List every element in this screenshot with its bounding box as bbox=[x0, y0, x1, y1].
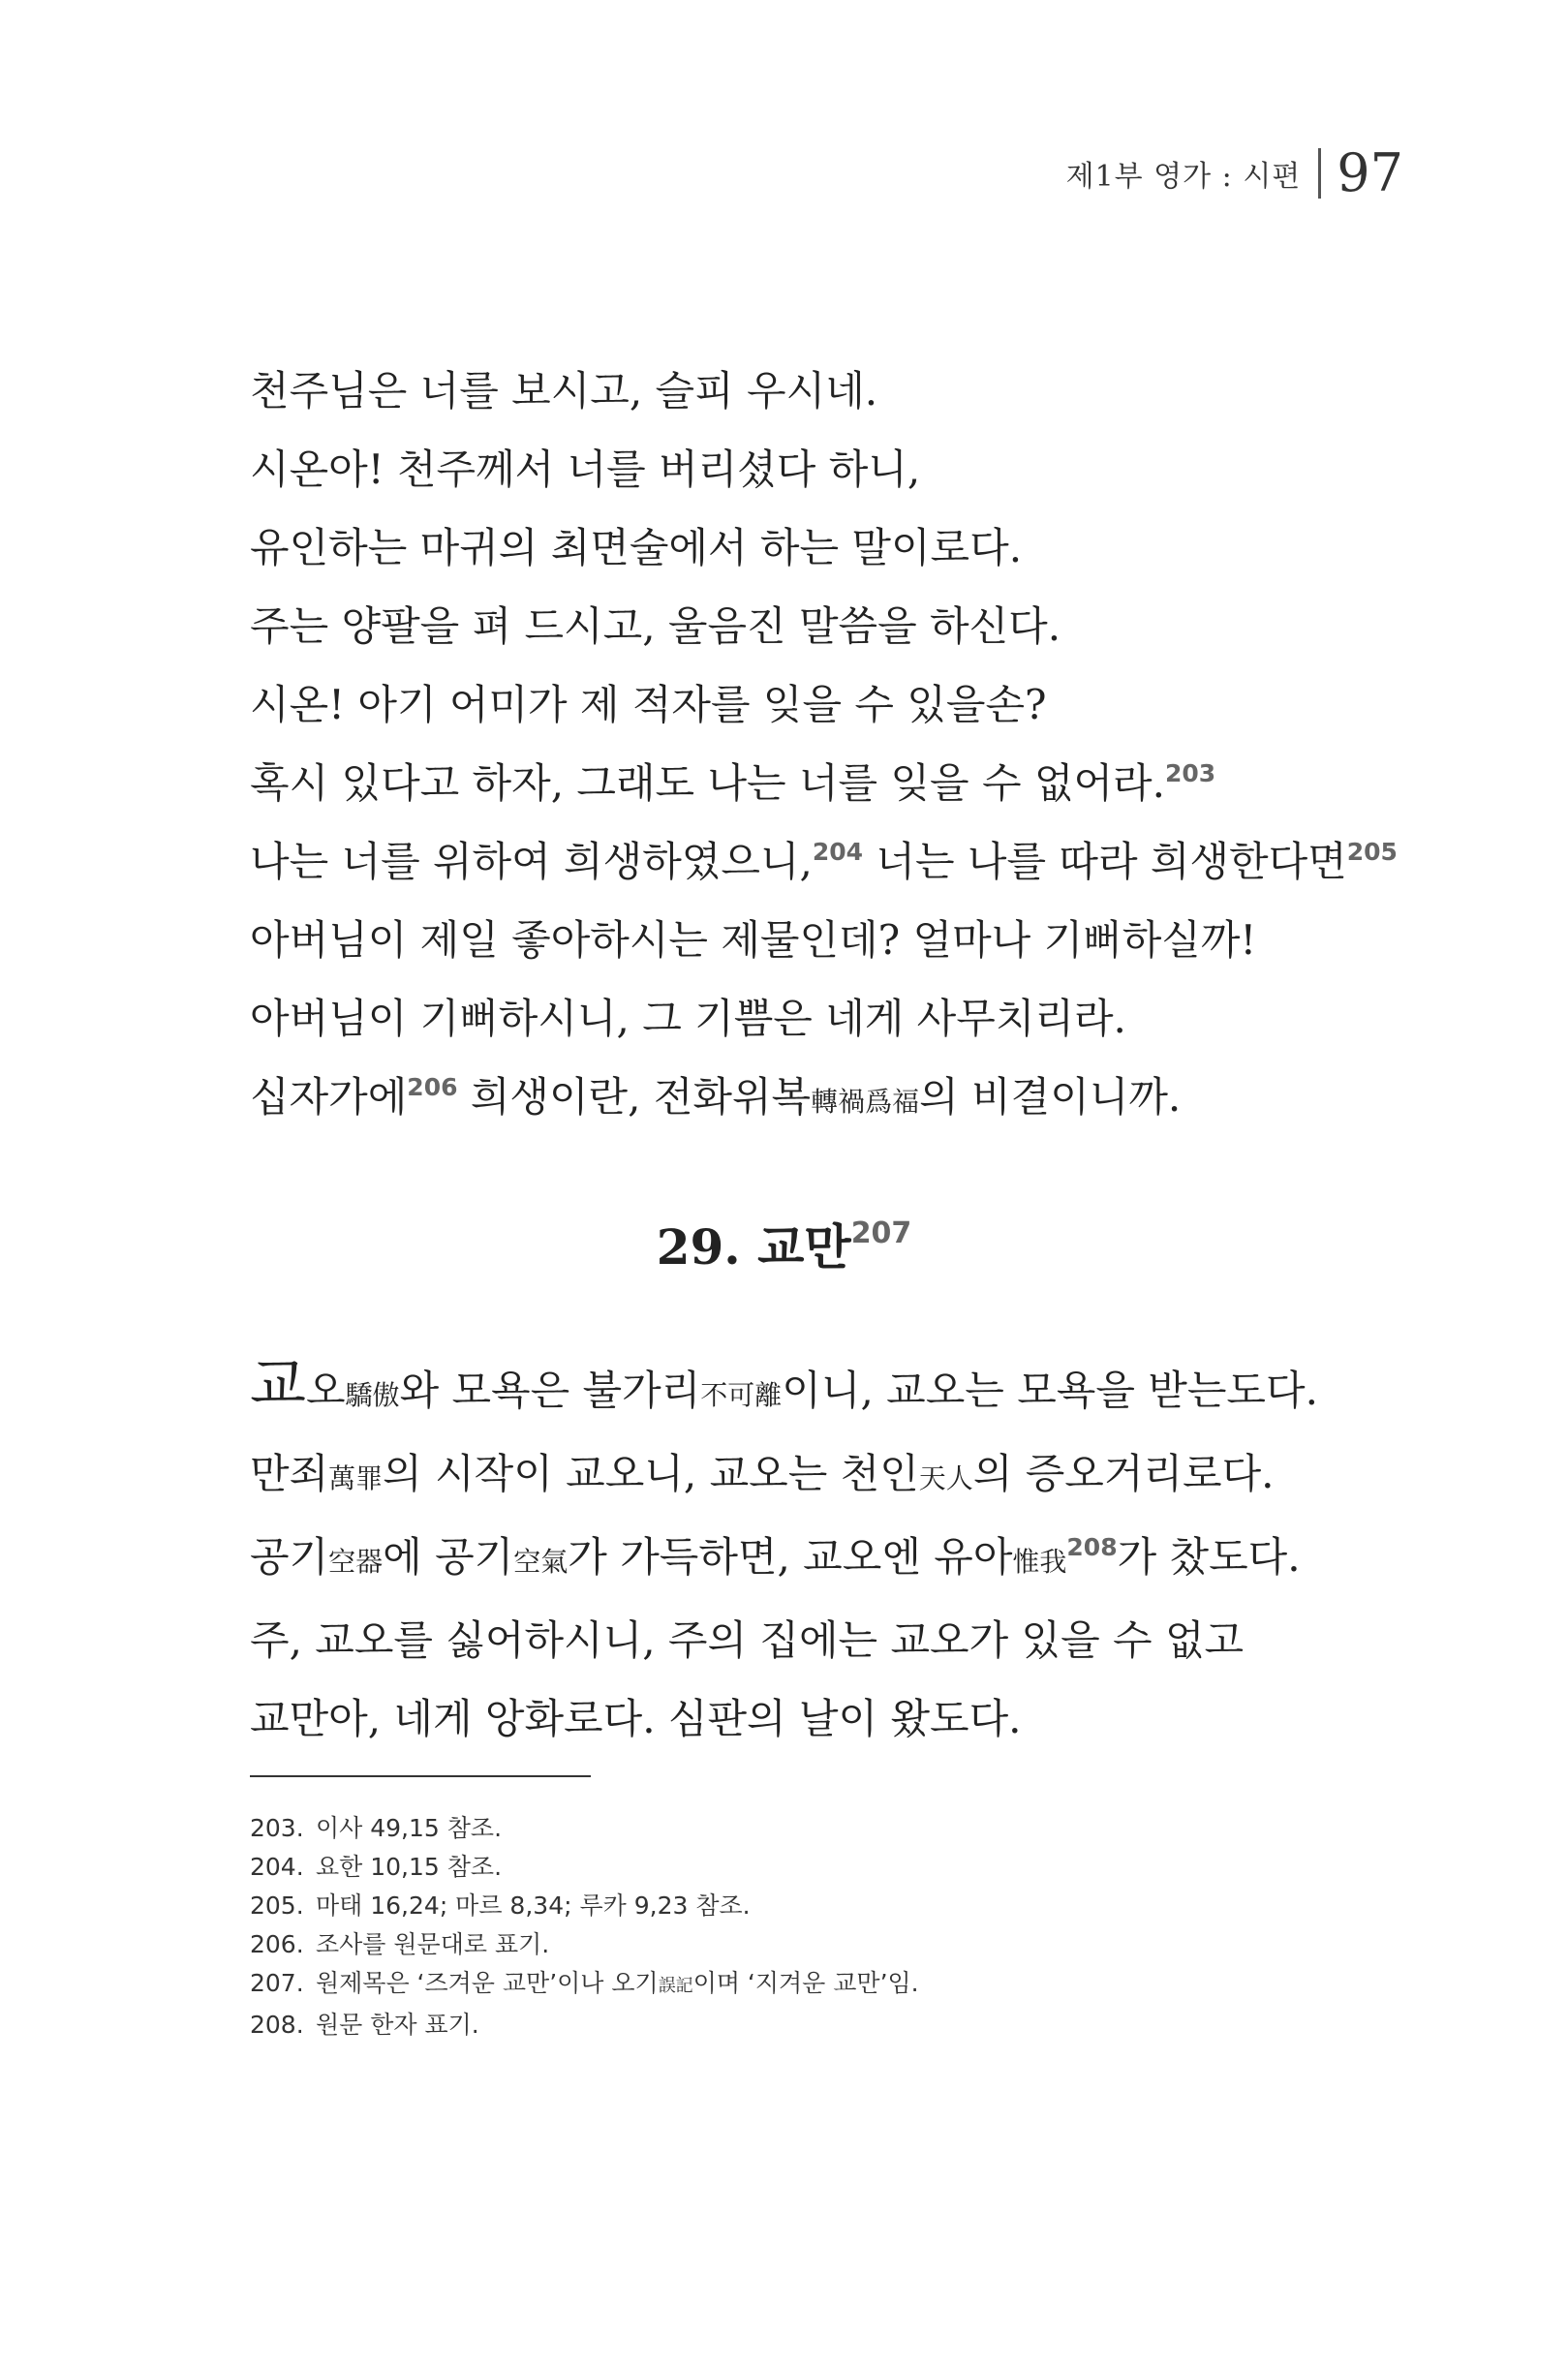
footnote-ref-203[interactable]: 203 bbox=[1164, 759, 1216, 787]
hanja-annotation: 驕傲 bbox=[345, 1379, 400, 1411]
hanja-annotation: 空器 bbox=[328, 1546, 384, 1578]
line-text: 의 시작이 교오니, 교오는 천인 bbox=[383, 1450, 919, 1497]
line-text: 만죄 bbox=[250, 1450, 329, 1497]
footnote-206 bbox=[250, 1925, 919, 1964]
line-text: 주, 교오를 싫어하시니, 주의 집에는 교오가 있을 수 없고 bbox=[250, 1616, 1245, 1664]
poem-line bbox=[250, 1434, 1412, 1518]
footnote-number: 203. bbox=[250, 1814, 304, 1842]
footnote-text: 원제목은 ‘즈겨운 교만’이나 오기 bbox=[316, 1969, 659, 1997]
line-text: 교만아, 네게 앙화로다. 심판의 날이 왔도다. bbox=[250, 1695, 1022, 1742]
line-text: 의 비결이니까. bbox=[919, 1073, 1182, 1121]
footnote-divider bbox=[250, 1775, 591, 1777]
poem-line bbox=[250, 587, 1412, 665]
line-text: 십자가에 bbox=[250, 1073, 408, 1121]
line-text: 와 모욕은 불가리 bbox=[399, 1367, 701, 1414]
footnote-number: 207. bbox=[250, 1969, 304, 1997]
footnote-number: 205. bbox=[250, 1891, 304, 1920]
line-text: 나는 너를 위하여 희생하였으니, bbox=[250, 838, 813, 885]
hanja-annotation: 惟我 bbox=[1012, 1546, 1067, 1578]
footnote-208 bbox=[250, 2006, 919, 2045]
line-text: 너는 나를 따라 희생한다면 bbox=[863, 838, 1347, 885]
poem-line bbox=[250, 901, 1412, 979]
footnote-number: 204. bbox=[250, 1853, 304, 1881]
line-text: 의 증오거리로다. bbox=[972, 1450, 1275, 1497]
poem-line bbox=[250, 1058, 1412, 1141]
hanja-annotation: 誤記 bbox=[658, 1976, 693, 1996]
line-text: 공기 bbox=[250, 1533, 329, 1581]
footnote-text: 이사 49,15 참조. bbox=[316, 1814, 503, 1842]
line-text: 아버님이 기뻐하시니, 그 기쁨은 네게 사무치리라. bbox=[250, 995, 1126, 1042]
footnote-text: 조사를 원문대로 표기. bbox=[316, 1930, 550, 1958]
running-head-section: 제1부 영가 : 시편 bbox=[1065, 160, 1302, 194]
hanja-annotation: 不可離 bbox=[700, 1379, 783, 1411]
line-text: 아버님이 제일 좋아하시는 제물인데? 얼마나 기뻐하실까! bbox=[250, 916, 1257, 964]
line-text: 유인하는 마귀의 최면술에서 하는 말이로다. bbox=[250, 524, 1023, 571]
dropcap: 교 bbox=[250, 1351, 306, 1419]
poem-part-2 bbox=[250, 1346, 1412, 1758]
line-text: 에 공기 bbox=[383, 1533, 514, 1581]
footnotes bbox=[250, 1809, 919, 2045]
footnote-text: 마태 16,24; 마르 8,34; 루카 9,23 참조. bbox=[316, 1891, 751, 1920]
footnote-ref-204[interactable]: 204 bbox=[812, 838, 864, 866]
footnote-number: 206. bbox=[250, 1930, 304, 1958]
line-text: 시온아! 천주께서 너를 버리셨다 하니, bbox=[250, 446, 921, 493]
line-text: 오 bbox=[305, 1367, 346, 1414]
poem-line bbox=[250, 352, 1412, 430]
line-text: 희생이란, 전화위복 bbox=[457, 1073, 812, 1121]
section-title: 29. 교만 bbox=[656, 1218, 851, 1276]
hanja-annotation: 轉禍爲福 bbox=[811, 1086, 920, 1118]
footnote-ref-205[interactable]: 205 bbox=[1346, 838, 1398, 866]
line-text: 시온! 아기 어미가 제 적자를 잊을 수 있을손? bbox=[250, 681, 1047, 728]
footnote-207 bbox=[250, 1964, 919, 2006]
hanja-annotation: 空氣 bbox=[513, 1546, 569, 1578]
footnote-203 bbox=[250, 1809, 919, 1848]
poem-line bbox=[250, 1601, 1412, 1679]
line-text: 가 가득하면, 교오엔 유아 bbox=[568, 1533, 1013, 1581]
line-text: 가 찼도다. bbox=[1117, 1533, 1301, 1581]
poem-line bbox=[250, 744, 1412, 822]
hanja-annotation: 天人 bbox=[918, 1462, 973, 1494]
section-heading bbox=[0, 1209, 1568, 1286]
running-head-divider bbox=[1318, 148, 1321, 199]
line-text: 주는 양팔을 펴 드시고, 울음진 말씀을 하신다. bbox=[250, 602, 1061, 650]
footnote-text: 원문 한자 표기. bbox=[316, 2011, 479, 2039]
poem-line bbox=[250, 1346, 1412, 1434]
poem-line bbox=[250, 1518, 1412, 1601]
running-head bbox=[1065, 142, 1403, 203]
footnote-205 bbox=[250, 1887, 919, 1925]
footnote-ref-206[interactable]: 206 bbox=[407, 1073, 458, 1101]
footnote-text: 이며 ‘지겨운 교만’임. bbox=[692, 1969, 919, 1997]
poem-line bbox=[250, 979, 1412, 1058]
poem-part-1 bbox=[250, 352, 1412, 1141]
poem-line bbox=[250, 508, 1412, 587]
footnote-204 bbox=[250, 1848, 919, 1887]
footnote-ref-207[interactable]: 207 bbox=[850, 1216, 912, 1250]
poem-line bbox=[250, 665, 1412, 744]
footnote-ref-208[interactable]: 208 bbox=[1066, 1533, 1118, 1561]
poem-line bbox=[250, 430, 1412, 508]
footnote-text: 요한 10,15 참조. bbox=[316, 1853, 503, 1881]
footnote-number: 208. bbox=[250, 2011, 304, 2039]
line-text: 이니, 교오는 모욕을 받는도다. bbox=[782, 1367, 1318, 1414]
poem-line bbox=[250, 822, 1412, 901]
line-text: 혹시 있다고 하자, 그래도 나는 너를 잊을 수 없어라. bbox=[250, 759, 1165, 807]
poem-line bbox=[250, 1679, 1412, 1758]
page-number: 97 bbox=[1337, 142, 1403, 203]
line-text: 천주님은 너를 보시고, 슬피 우시네. bbox=[250, 367, 878, 415]
hanja-annotation: 萬罪 bbox=[328, 1462, 384, 1494]
